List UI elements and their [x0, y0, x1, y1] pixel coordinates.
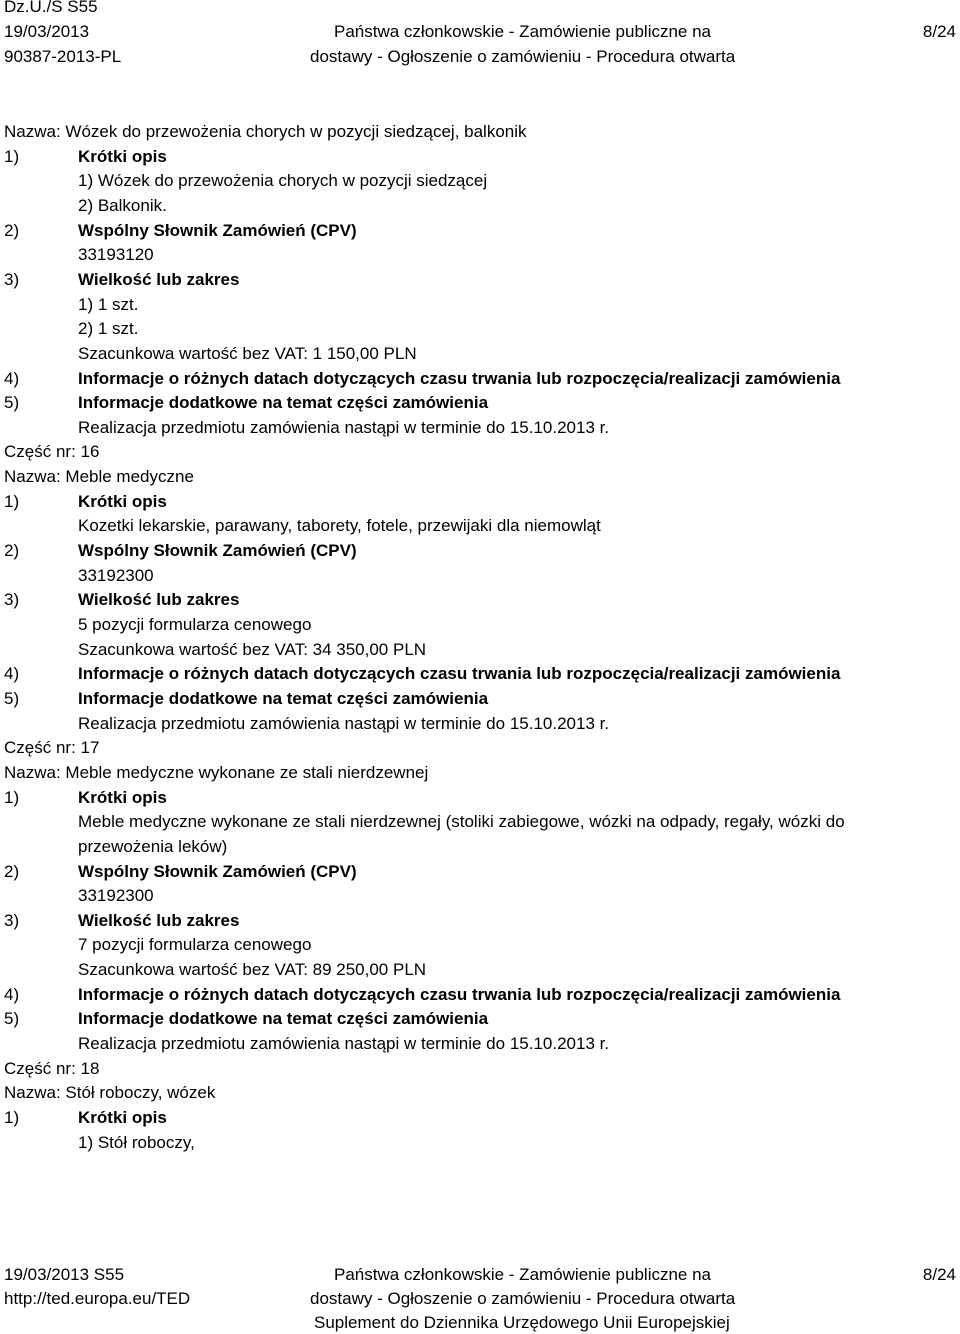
section-heading: Krótki opis	[78, 492, 167, 511]
section-heading: Informacje dodatkowe na temat części zamówienia	[78, 393, 489, 412]
item-number: 1)	[4, 147, 20, 166]
footer-title-line1: Państwa członkowskie - Zamówienie publiczne na	[334, 1265, 712, 1284]
footer-date-issue: 19/03/2013 S55	[4, 1265, 125, 1284]
item-number: 5)	[4, 689, 20, 708]
item-number: 1)	[4, 492, 20, 511]
header-date: 19/03/2013	[4, 22, 90, 41]
detail-text: 7 pozycji formularza cenowego	[78, 935, 312, 954]
header-title-line1: Państwa członkowskie - Zamówienie publiczne na	[334, 22, 712, 41]
section-heading: Informacje o różnych datach dotyczących czasu trwania lub rozpoczęcia/realizacji zamówienia	[78, 664, 841, 683]
footer-title-line2: dostawy - Ogłoszenie o zamówieniu - Procedura otwarta	[310, 1289, 736, 1308]
detail-text: 1) Wózek do przewożenia chorych w pozycji siedzącej	[78, 171, 488, 190]
item-number: 4)	[4, 985, 20, 1004]
detail-text: 2) Balkonik.	[78, 196, 167, 215]
section-heading: Wielkość lub zakres	[78, 911, 240, 930]
item-number: 4)	[4, 664, 20, 683]
part-label: Nazwa: Meble medyczne wykonane ze stali nierdzewnej	[4, 763, 429, 782]
detail-text: Szacunkowa wartość bez VAT: 89 250,00 PLN	[78, 960, 427, 979]
detail-text: Szacunkowa wartość bez VAT: 34 350,00 PLN	[78, 640, 427, 659]
detail-text: 2) 1 szt.	[78, 319, 139, 338]
footer-title-line3: Suplement do Dziennika Urzędowego Unii Europejskiej	[314, 1313, 730, 1332]
part-label: Część nr: 16	[4, 442, 100, 461]
item-number: 3)	[4, 270, 20, 289]
detail-text: 5 pozycji formularza cenowego	[78, 615, 312, 634]
part-label: Część nr: 17	[4, 738, 100, 757]
header-title-line2: dostawy - Ogłoszenie o zamówieniu - Procedura otwarta	[310, 47, 736, 66]
item-number: 2)	[4, 862, 20, 881]
detail-text: Szacunkowa wartość bez VAT: 1 150,00 PLN	[78, 344, 417, 363]
section-heading: Wspólny Słownik Zamówień (CPV)	[78, 862, 357, 881]
ted-link[interactable]: http://ted.europa.eu/TED	[4, 1289, 191, 1308]
item-number: 2)	[4, 221, 20, 240]
section-heading: Wielkość lub zakres	[78, 590, 240, 609]
item-number: 5)	[4, 1009, 20, 1028]
detail-text: Kozetki lekarskie, parawany, taborety, fotele, przewijaki dla niemowląt	[78, 516, 601, 535]
detail-text: 33192300	[78, 566, 154, 585]
section-heading: Krótki opis	[78, 1108, 167, 1127]
part-label: Nazwa: Wózek do przewożenia chorych w pozycji siedzącej, balkonik	[4, 122, 527, 141]
section-heading: Informacje o różnych datach dotyczących czasu trwania lub rozpoczęcia/realizacji zamówienia	[78, 985, 841, 1004]
section-heading: Wspólny Słownik Zamówień (CPV)	[78, 221, 357, 240]
item-number: 4)	[4, 369, 20, 388]
item-number: 1)	[4, 1108, 20, 1127]
section-heading: Informacje dodatkowe na temat części zamówienia	[78, 1009, 489, 1028]
part-label: Część nr: 18	[4, 1059, 100, 1078]
item-number: 3)	[4, 590, 20, 609]
item-number: 2)	[4, 541, 20, 560]
section-heading: Wielkość lub zakres	[78, 270, 240, 289]
detail-text: Realizacja przedmiotu zamówienia nastąpi w terminie do 15.10.2013 r.	[78, 714, 610, 733]
part-label: Nazwa: Stół roboczy, wózek	[4, 1083, 216, 1102]
footer-page-number: 8/24	[922, 1265, 956, 1284]
detail-text: 33192300	[78, 886, 154, 905]
header-page-number: 8/24	[922, 22, 956, 41]
detail-text: 1) 1 szt.	[78, 295, 139, 314]
section-heading: Informacje dodatkowe na temat części zamówienia	[78, 689, 489, 708]
section-heading: Krótki opis	[78, 788, 167, 807]
journal-ref: Dz.U./S S55	[4, 0, 98, 16]
part-label: Nazwa: Meble medyczne	[4, 467, 194, 486]
section-heading: Krótki opis	[78, 147, 167, 166]
detail-text: 33193120	[78, 245, 154, 264]
detail-text: 1) Stół roboczy,	[78, 1133, 195, 1152]
footer-url[interactable]	[4, 1289, 190, 1309]
item-number: 3)	[4, 911, 20, 930]
section-heading: Wspólny Słownik Zamówień (CPV)	[78, 541, 357, 560]
detail-text: Realizacja przedmiotu zamówienia nastąpi w terminie do 15.10.2013 r.	[78, 1034, 610, 1053]
detail-text: Realizacja przedmiotu zamówienia nastąpi w terminie do 15.10.2013 r.	[78, 418, 610, 437]
detail-text: przewożenia leków)	[78, 837, 228, 856]
section-heading: Informacje o różnych datach dotyczących czasu trwania lub rozpoczęcia/realizacji zamówienia	[78, 369, 841, 388]
detail-text: Meble medyczne wykonane ze stali nierdzewnej (stoliki zabiegowe, wózki na odpady, regały, wózki do	[78, 812, 845, 831]
notice-id: 90387-2013-PL	[4, 47, 122, 66]
item-number: 5)	[4, 393, 20, 412]
item-number: 1)	[4, 788, 20, 807]
